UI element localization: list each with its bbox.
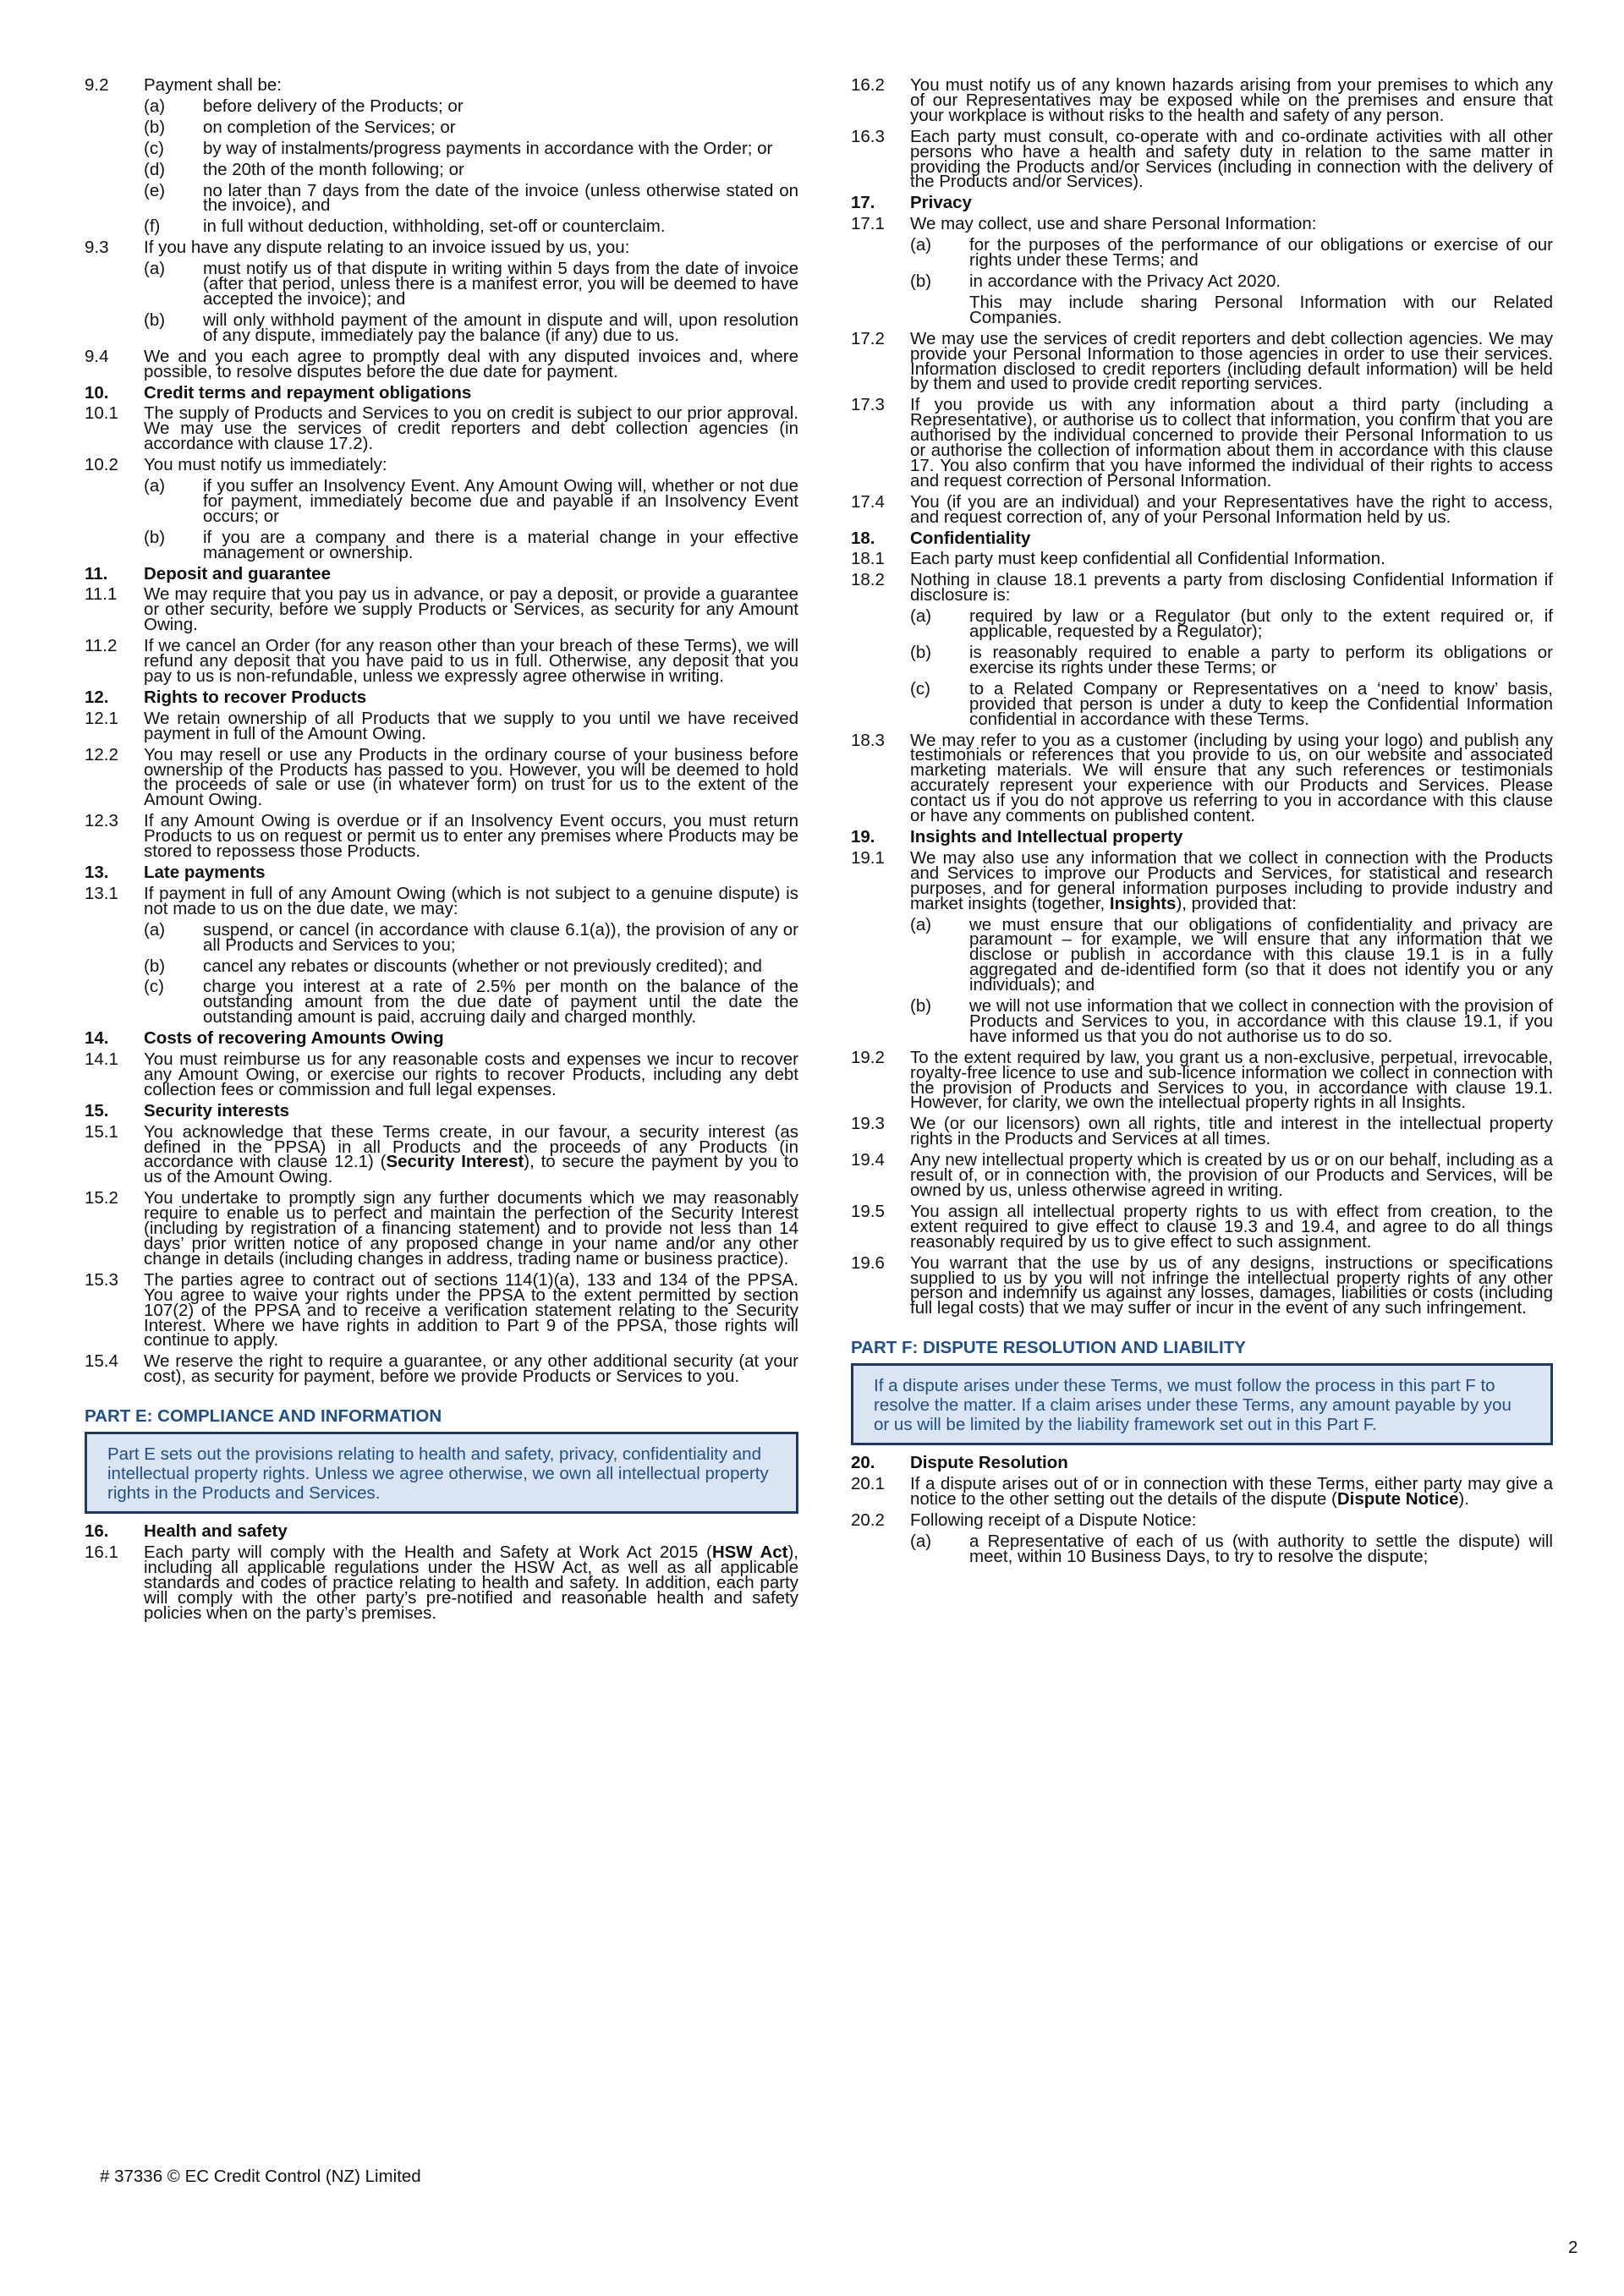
section-heading xyxy=(851,826,1553,847)
clause-text: You must notify us of any known hazards arising from your premises to which any of our Representatives may be exposed while on the premises and ensure that your workplace is without risks to the health and safety of any person. xyxy=(910,75,1553,125)
part-summary-callout: Part E sets out the provisions relating to health and safety, privacy, confidentiality and intellectual property rights. Unless we agree otherwise, we own all intellectual property rights in the Products and Services. xyxy=(85,1432,798,1514)
subclause-text: a Representative of each of us (with authority to settle the dispute) will meet, within 10 Business Days, to try to resolve the dispute; xyxy=(969,1531,1553,1566)
clause-number: 11. xyxy=(85,563,108,584)
clause-item xyxy=(85,811,798,862)
clause-number: 20.2 xyxy=(851,1510,885,1530)
clause-number: 17.2 xyxy=(851,328,885,348)
subclause-text: by way of instalments/progress payments in accordance with the Order; or xyxy=(203,138,773,158)
subclause-label: (b) xyxy=(910,996,932,1016)
clause-number: 18.3 xyxy=(851,730,885,750)
clause-item xyxy=(85,744,798,810)
section-title: Deposit and guarantee xyxy=(144,563,331,584)
subclause-label: (c) xyxy=(144,138,164,158)
subclause-label: (b) xyxy=(144,527,166,547)
clause-item xyxy=(85,1351,798,1387)
clause-item xyxy=(85,584,798,635)
subclause-item xyxy=(851,996,1553,1046)
clause-number: 19.5 xyxy=(851,1201,885,1221)
subclause-label: (a) xyxy=(144,919,166,940)
clause-number: 14.1 xyxy=(85,1049,118,1070)
clause-text: The parties agree to contract out of sections 114(1)(a), 133 and 134 of the PPSA. You agree to waive your rights under the PPSA to the extent permitted by section 107(2) of the PPSA and to receive a verification statement relating to the Security Interest. Where we have rights in addition to Part 9 of the PPSA, those rights will continue to apply. xyxy=(144,1269,798,1351)
clause-item xyxy=(85,638,798,684)
clause-text: Each party must consult, co-operate with and co-ordinate activities with all other persons who have a health and safety duty in relation to the same matter in providing the Products and/or Services (including in connection with the delivery of the Products and/or Services). xyxy=(910,126,1553,192)
clause-item xyxy=(85,1269,798,1351)
clause-number: 15.1 xyxy=(85,1121,118,1142)
subclause-text: charge you interest at a rate of 2.5% per month on the balance of the outstanding amount from the due date of payment until the date the outstanding amount is paid, accruing daily and charged monthly. xyxy=(203,977,798,1027)
clause-number: 16.3 xyxy=(851,126,885,146)
clause-item xyxy=(85,75,798,95)
clause-text-part: ), provided that: xyxy=(1176,893,1297,913)
clause-number: 16. xyxy=(85,1521,109,1542)
clause-number: 10. xyxy=(85,382,109,403)
subclause-item xyxy=(851,1531,1553,1566)
clause-number: 16.1 xyxy=(85,1543,118,1563)
clause-text-part: ). xyxy=(1458,1489,1469,1510)
clause-text: If you provide us with any information about a third party (including a Representative), or authorise us to collect that information, you confirm that you are authorised by the individual concerned to provide their Personal Information to us or authorise the collection of information about them in accordance with this clause 17. You also confirm that you have informed the individual of their rights to access and request correction of Personal Information. xyxy=(910,395,1553,490)
section-title: Credit terms and repayment obligations xyxy=(144,382,472,403)
clause-number: 15.2 xyxy=(85,1188,118,1208)
section-title: Costs of recovering Amounts Owing xyxy=(144,1028,444,1049)
page-number: 2 xyxy=(1568,2238,1578,2257)
clause-text: We may collect, use and share Personal Information: xyxy=(910,214,1317,234)
clause-number: 18. xyxy=(851,528,875,548)
subclause-item xyxy=(85,96,798,116)
subclause-label: (a) xyxy=(910,606,932,627)
clause-item xyxy=(851,730,1553,826)
clause-number: 15.4 xyxy=(85,1351,118,1372)
subclause-label: (a) xyxy=(910,914,932,934)
clause-number: 17. xyxy=(851,193,875,213)
defined-term: HSW Act xyxy=(711,1543,788,1563)
section-title: Security interests xyxy=(144,1100,290,1121)
subclause-label: (a) xyxy=(144,259,166,279)
subclause-item xyxy=(851,914,1553,995)
clause-text: Nothing in clause 18.1 prevents a party from disclosing Confidential Information if disclosure is: xyxy=(910,570,1553,606)
subclause-text: must notify us of that dispute in writing within 5 days from the date of invoice (after that period, unless there is a manifest error, you will be deemed to have accepted the invoice); and xyxy=(203,259,798,309)
clause-text-part: Each party will comply with the Health and Safety at Work Act 2015 ( xyxy=(144,1543,712,1563)
clause-text: Payment shall be: xyxy=(144,75,282,95)
clause-item xyxy=(851,491,1553,527)
clause-text: You must notify us immediately: xyxy=(144,455,387,475)
subclause-text: in accordance with the Privacy Act 2020. xyxy=(969,271,1281,291)
subclause-label: (e) xyxy=(144,180,166,200)
right-column xyxy=(851,75,1553,1570)
subclause-item xyxy=(851,678,1553,729)
clause-item xyxy=(851,1510,1553,1530)
clause-number: 9.3 xyxy=(85,238,109,258)
clause-text: We and you each agree to promptly deal with any disputed invoices and, where possible, to resolve disputes before the due date for payment. xyxy=(144,346,798,381)
subclause-item xyxy=(85,476,798,526)
subclause-item xyxy=(85,527,798,562)
subclause-item xyxy=(851,645,1553,676)
subclause-label: (a) xyxy=(144,476,166,496)
clause-text: Any new intellectual property which is created by us or on our behalf, including as a result of, or in connection with, the provision of our Products and Services, will be owned by us, unless otherwise agreed in writing. xyxy=(910,1150,1553,1200)
section-title: Privacy xyxy=(910,193,972,213)
clause-number: 10.2 xyxy=(85,455,118,475)
clause-text: To the extent required by law, you grant us a non-exclusive, perpetual, irrevocable, royalty-free licence to use and sub-licence information we collect in connection with the provision of Products and Services to you, in accordance with clause 19.1. However, for clarity, we own the intellectual property rights in all Insights. xyxy=(910,1047,1553,1113)
subclause-label: (a) xyxy=(144,96,166,116)
subclause-label: (d) xyxy=(144,159,166,179)
clause-number: 11.2 xyxy=(85,636,118,656)
clause-number: 20. xyxy=(851,1453,875,1473)
clause-text: We (or our licensors) own all rights, title and interest in the intellectual property rights in the Products and Services at all times. xyxy=(910,1114,1553,1149)
clause-number: 17.3 xyxy=(851,395,885,415)
clause-item xyxy=(851,397,1553,488)
clause-text: You assign all intellectual property rights to us with effect from creation, to the extent required to give effect to clause 19.3 and 19.4, and agree to do all things reasonably required by us to give effect to such assignment. xyxy=(910,1201,1553,1252)
subclause-text: is reasonably required to enable a party to perform its obligations or exercise its rights under these Terms; or xyxy=(969,643,1553,677)
subclause-item xyxy=(85,956,798,976)
clause-text: You (if you are an individual) and your Representatives have the right to access, and request correction of, any of your Personal Information held by us. xyxy=(910,491,1553,527)
subclause-label: (a) xyxy=(910,1531,932,1551)
clause-number: 13. xyxy=(85,862,109,882)
section-heading xyxy=(851,1455,1553,1471)
clause-item xyxy=(85,1188,798,1269)
clause-text-part: You acknowledge that these Terms create, in our favour, a security interest (as defined in the PPSA) in all Products and the proceeds of any Products (in accordance with clause 12.1) ( xyxy=(144,1121,798,1172)
clause-number: 10.1 xyxy=(85,403,118,424)
section-title: Late payments xyxy=(144,862,266,882)
clause-number: 12.2 xyxy=(85,744,118,764)
clause-number: 15.3 xyxy=(85,1269,118,1290)
clause-item xyxy=(85,708,798,743)
clause-text: We may require that you pay us in advance, or pay a deposit, or provide a guarantee or other security, before we supply Products or Services, as security for any Amount Owing. xyxy=(144,584,798,635)
section-title: Insights and Intellectual property xyxy=(910,826,1183,847)
subclause-text: the 20th of the month following; or xyxy=(203,159,464,179)
clause-text-part: If a dispute arises out of or in connection with these Terms, either party may give a notice to the other setting out the details of the dispute ( xyxy=(910,1474,1553,1510)
section-heading xyxy=(85,1028,798,1049)
clause-text: We may refer to you as a customer (including by using your logo) and publish any testimonials or references that you provide to us, on our website and associated marketing materials. We will ensure that any such references or testimonials accurately represent your experience with our Products and Services. Please contact us if you do not approve us referring to you in accordance with this clause or have any comments on published content. xyxy=(910,730,1553,826)
clause-item xyxy=(851,847,1553,913)
clause-item xyxy=(85,883,798,918)
clause-text xyxy=(910,847,1553,913)
clause-text: You warrant that the use by us of any designs, instructions or specifications supplied to us by you will not infringe the intellectual property rights of any other person and indemnify us against any losses, damages, liabilities or costs (including full legal costs) that we may suffer or incur in the event of any such infringement. xyxy=(910,1252,1553,1318)
subclause-text: to a Related Company or Representatives on a ‘need to know’ basis, provided that person is under a duty to keep the Confidential Information confidential in accordance with these Terms. xyxy=(969,678,1553,729)
section-heading xyxy=(85,1521,798,1542)
clause-item xyxy=(85,346,798,381)
subclause-item xyxy=(85,117,798,137)
clause-text: We retain ownership of all Products that we supply to you until we have received payment in full of the Amount Owing. xyxy=(144,708,798,743)
clause-item xyxy=(851,1150,1553,1200)
section-heading xyxy=(85,1100,798,1121)
clause-item xyxy=(85,403,798,454)
clause-text: If payment in full of any Amount Owing (which is not subject to a genuine dispute) is not made to us on the due date, we may: xyxy=(144,883,798,918)
clause-number: 9.2 xyxy=(85,75,109,95)
clause-text-part: We may also use any information that we collect in connection with the Products and Services to improve our Products and Services, for statistical and research purposes, and for general information purposes including to provide industry and market insights (together, xyxy=(910,847,1553,913)
clause-number: 19.2 xyxy=(851,1047,885,1067)
subclause-label: (f) xyxy=(144,216,161,237)
clause-number: 19.1 xyxy=(851,847,885,868)
section-heading xyxy=(85,687,798,707)
section-title: Confidentiality xyxy=(910,528,1031,548)
clause-number: 19.3 xyxy=(851,1114,885,1134)
section-heading xyxy=(85,563,798,584)
clause-text: The supply of Products and Services to you on credit is subject to our prior approval. We may use the services of credit reporters and debt collection agencies (in accordance with clause 17.2). xyxy=(144,403,798,454)
clause-item xyxy=(851,1116,1553,1147)
subclause-label: (b) xyxy=(144,310,166,330)
clause-number: 12.1 xyxy=(85,708,118,728)
subclause-text: before delivery of the Products; or xyxy=(203,96,464,116)
clause-item xyxy=(851,1474,1553,1510)
clause-number: 19.6 xyxy=(851,1252,885,1273)
subclause-text: in full without deduction, withholding, set-off or counterclaim. xyxy=(203,216,666,237)
section-heading xyxy=(851,195,1553,211)
subclause-item xyxy=(85,180,798,216)
clause-number: 12.3 xyxy=(85,811,118,831)
clause-number: 12. xyxy=(85,687,109,707)
subclause-label: (b) xyxy=(144,117,166,137)
clause-text: We may use the services of credit reporters and debt collection agencies. We may provide your Personal Information to those agencies in order to use their services. Information disclosed to credit reporters (including default information) will be held by them and used to provide credit reporting services. xyxy=(910,328,1553,394)
subclause-text: will only withhold payment of the amount in dispute and will, upon resolution of any dispute, immediately pay the balance (if any) due to us. xyxy=(203,310,798,345)
clause-text: You undertake to promptly sign any further documents which we may reasonably require to enable us to perfect and maintain the perfection of the Security Interest (including by registration of a financing statement) and to provide not less than 14 days’ prior written notice of any proposed change in your name and/or any other change in details (including changes in address, trading name or business practice). xyxy=(144,1188,798,1269)
subclause-item xyxy=(851,271,1553,291)
subclause-text: for the purposes of the performance of our obligations or exercise of our rights under these Terms; and xyxy=(969,235,1553,271)
defined-term: Security Interest xyxy=(386,1152,524,1172)
clause-item xyxy=(85,238,798,258)
clause-number: 19.4 xyxy=(851,1150,885,1170)
section-heading xyxy=(85,382,798,403)
left-column xyxy=(85,75,799,1627)
subclause-text: cancel any rebates or discounts (whether or not previously credited); and xyxy=(203,956,762,976)
clause-text xyxy=(144,1121,798,1187)
clause-number: 17.4 xyxy=(851,491,885,512)
clause-number: 13.1 xyxy=(85,883,118,903)
clause-number: 19. xyxy=(851,826,875,847)
subclause-label: (c) xyxy=(144,977,164,997)
clause-item xyxy=(851,216,1553,232)
subclause-item xyxy=(85,979,798,1025)
clause-item xyxy=(85,1545,798,1621)
section-heading xyxy=(851,528,1553,548)
subclause-text: we will not use information that we collect in connection with the provision of Products and Services to you, in accordance with this clause 19.1, if you have informed us that you do not authorise us to do so. xyxy=(969,996,1553,1046)
subclause-item xyxy=(851,606,1553,642)
clause-text: You may resell or use any Products in the ordinary course of your business before ownership of the Products has passed to you. However, you will be deemed to hold the proceeds of sale or use (in whatever form) on trust for us to the extent of the Amount Owing. xyxy=(144,744,798,810)
clause-item xyxy=(851,1047,1553,1113)
section-title: Rights to recover Products xyxy=(144,687,367,707)
subclause-item xyxy=(85,138,798,158)
clause-item xyxy=(851,126,1553,192)
subclause-item xyxy=(85,261,798,307)
clause-item xyxy=(85,1049,798,1099)
subclause-item xyxy=(851,235,1553,271)
subclause-text: on completion of the Services; or xyxy=(203,117,456,137)
clause-text xyxy=(144,1545,798,1621)
defined-term: Dispute Notice xyxy=(1336,1489,1459,1510)
clause-number: 17.1 xyxy=(851,214,885,234)
subclause-item xyxy=(85,310,798,345)
subclause-text: we must ensure that our obligations of confidentiality and privacy are paramount – for example, we will ensure that any information that we disclose or publish in accordance with this clause 19.1 is in a fully aggregated and de-identified form (so that it does not identify you or any individuals); and xyxy=(969,914,1553,995)
subclause-text: no later than 7 days from the date of the invoice (unless otherwise stated on the invoice), and xyxy=(203,180,798,216)
clause-text: If any Amount Owing is overdue or if an Insolvency Event occurs, you must return Products to us on request or permit us to enter any premises where Products may be stored to repossess those Products. xyxy=(144,811,798,862)
subclause-text: if you suffer an Insolvency Event. Any Amount Owing will, whether or not due for payment, immediately become due and payable if an Insolvency Event occurs; or xyxy=(203,476,798,526)
clause-number: 11.1 xyxy=(85,584,118,605)
clause-text: Following receipt of a Dispute Notice: xyxy=(910,1510,1197,1530)
defined-term: Insights xyxy=(1109,893,1177,913)
clause-item xyxy=(851,551,1553,567)
clause-text: You must reimburse us for any reasonable costs and expenses we incur to recover any Amount Owing, or exercise our rights to recover Products, including any debt collection fees or commission and full legal expenses. xyxy=(144,1049,798,1099)
clause-number: 9.4 xyxy=(85,346,109,366)
clause-item xyxy=(851,328,1553,394)
section-title: Health and safety xyxy=(144,1521,288,1542)
subclause-item xyxy=(85,919,798,955)
clause-text xyxy=(910,1474,1553,1510)
subclause-label: (b) xyxy=(144,956,166,976)
clause-number: 14. xyxy=(85,1028,109,1049)
subclause-text: suspend, or cancel (in accordance with clause 6.1(a)), the provision of any or all Products and Services to you; xyxy=(203,919,798,955)
clause-text-part: ), including all applicable regulations under the HSW Act, as well as all applicable standards and codes of practice relating to health and safety. In addition, each party will comply with the other party’s pre-notified and reasonable health and safety policies when on the party’s premises. xyxy=(144,1543,799,1623)
part-title: PART F: DISPUTE RESOLUTION AND LIABILITY xyxy=(851,1338,1246,1358)
clause-item xyxy=(85,1121,798,1187)
subclause-label: (b) xyxy=(910,271,932,291)
part-summary-callout: If a dispute arises under these Terms, we must follow the process in this part F to resolve the matter. If a claim arises under these Terms, any amount payable by you or us will be limited by the liability framework set out in this Part F. xyxy=(851,1363,1553,1445)
clause-text-part: ), to secure the payment by you to us of the Amount Owing. xyxy=(144,1152,798,1187)
clause-item xyxy=(851,570,1553,606)
clause-item xyxy=(85,455,798,475)
subclause-label: (a) xyxy=(910,235,932,255)
subclause-item xyxy=(85,216,798,237)
subclause-item xyxy=(85,159,798,179)
clause-text: If you have any dispute relating to an invoice issued by us, you: xyxy=(144,238,630,258)
clause-item xyxy=(851,1252,1553,1318)
part-title: PART E: COMPLIANCE AND INFORMATION xyxy=(85,1406,442,1427)
clause-number: 18.1 xyxy=(851,549,885,569)
subclause-label: (b) xyxy=(910,643,932,662)
section-heading xyxy=(85,862,798,882)
clause-number: 15. xyxy=(85,1100,109,1121)
section-title: Dispute Resolution xyxy=(910,1453,1068,1473)
clause-item xyxy=(851,1201,1553,1252)
document-footer: # 37336 © EC Credit Control (NZ) Limited xyxy=(100,2167,421,2186)
clause-text: Each party must keep confidential all Confidential Information. xyxy=(910,549,1385,569)
subclause-text: if you are a company and there is a material change in your effective management or ownership. xyxy=(203,527,798,562)
clause-item xyxy=(851,75,1553,125)
clause-number: 20.1 xyxy=(851,1474,885,1494)
clause-text: If we cancel an Order (for any reason other than your breach of these Terms), we will refund any deposit that you have paid to us in full. Otherwise, any deposit that you pay to us is non-refundable, unless we expressly agree otherwise in writing. xyxy=(144,636,798,686)
clause-note: This may include sharing Personal Information with our Related Companies. xyxy=(969,292,1553,327)
subclause-label: (c) xyxy=(910,678,930,699)
subclause-text: required by law or a Regulator (but only to the extent required or, if applicable, requested by a Regulator); xyxy=(969,606,1553,642)
clause-number: 16.2 xyxy=(851,75,885,95)
clause-text: We reserve the right to require a guarantee, or any other additional security (at your cost), as security for payment, before we provide Products or Services to you. xyxy=(144,1351,798,1387)
clause-number: 18.2 xyxy=(851,570,885,590)
